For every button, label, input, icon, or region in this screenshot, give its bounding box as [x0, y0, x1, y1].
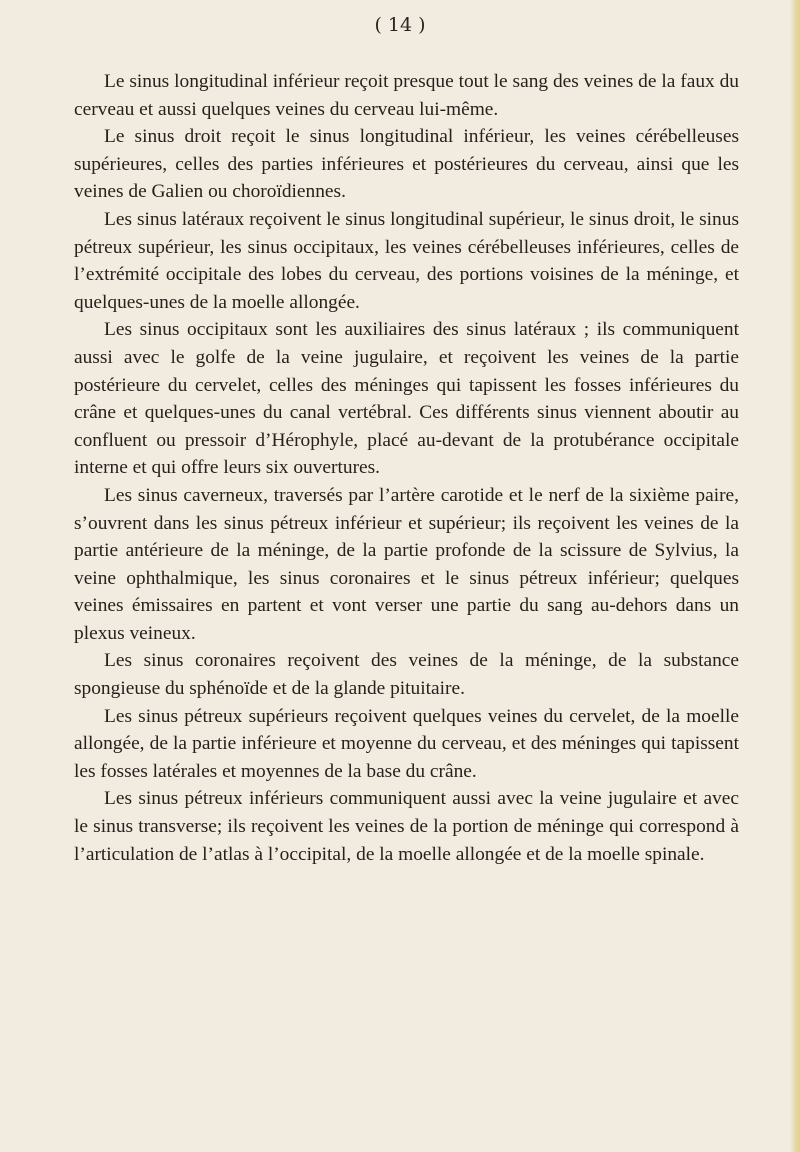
paragraph-sinus-petreux-superieurs: Les sinus pétreux supérieurs reçoivent quelques veines du cervelet, de la moelle allongée, de la partie inférieure et moyenne du cerveau, et des méninges qui tapissent les fosses latérales et moyennes de la base du crâne.	[74, 705, 739, 782]
paragraph-sinus-lateraux: Les sinus latéraux reçoivent le sinus longitudinal supérieur, le sinus droit, le sinus pétreux supérieur, les sinus occipitaux, les veines cérébelleuses inférieures, celles de l’extrémité occipitale des lobes du cerveau, des portions voisines de la méninge, et quelques-unes de la moelle allongée.	[74, 208, 739, 313]
paragraph-sinus-longitudinal-inferieur: Le sinus longitudinal inférieur reçoit presque tout le sang des veines de la faux du cerveau et aussi quelques veines du cerveau lui-même.	[74, 71, 739, 120]
body-text	[74, 68, 739, 868]
paragraph-sinus-petreux-inferieurs: Les sinus pétreux inférieurs communiquent aussi avec la veine jugulaire et avec le sinus transverse; ils reçoivent les veines de la portion de méninge qui correspond à l’articulation de l’atlas à l’occipital, de la moelle allongée et de la moelle spinale.	[74, 788, 739, 865]
page-number: ( 14 )	[374, 14, 426, 36]
paragraph-sinus-occipitaux: Les sinus occipitaux sont les auxiliaires des sinus latéraux ; ils communiquent aussi avec le golfe de la veine jugulaire, et reçoivent les veines de la partie postérieure du cervelet, celles des méninges qui tapissent les fosses inférieures du crâne et quelques-unes du canal vertébral. Ces différents sinus viennent aboutir au confluent ou pressoir d’Hérophyle, placé au-devant de la protubérance occipitale interne et qui offre leurs six ouvertures.	[74, 319, 739, 479]
paragraph-sinus-coronaires: Les sinus coronaires reçoivent des veines de la méninge, de la substance spongieuse du sphénoïde et de la glande pituitaire.	[74, 650, 739, 700]
page-edge-shadow	[790, 0, 800, 1152]
paragraph-sinus-caverneux: Les sinus caverneux, traversés par l’artère carotide et le nerf de la sixième paire, s’ouvrent dans les sinus pétreux inférieur et supérieur; ils reçoivent les veines de la partie antérieure de la méninge, de la partie profonde de la scissure de Sylvius, la veine ophthalmique, les sinus coronaires et le sinus pétreux inférieur; quelques veines émissaires en partent et vont verser une partie du sang au-dehors dans un plexus veineux.	[74, 484, 739, 644]
paragraph-sinus-droit: Le sinus droit reçoit le sinus longitudinal inférieur, les veines cérébelleuses supérieures, celles des parties inférieures et postérieures du cerveau, ainsi que les veines de Galien ou choroïdiennes.	[74, 126, 739, 203]
